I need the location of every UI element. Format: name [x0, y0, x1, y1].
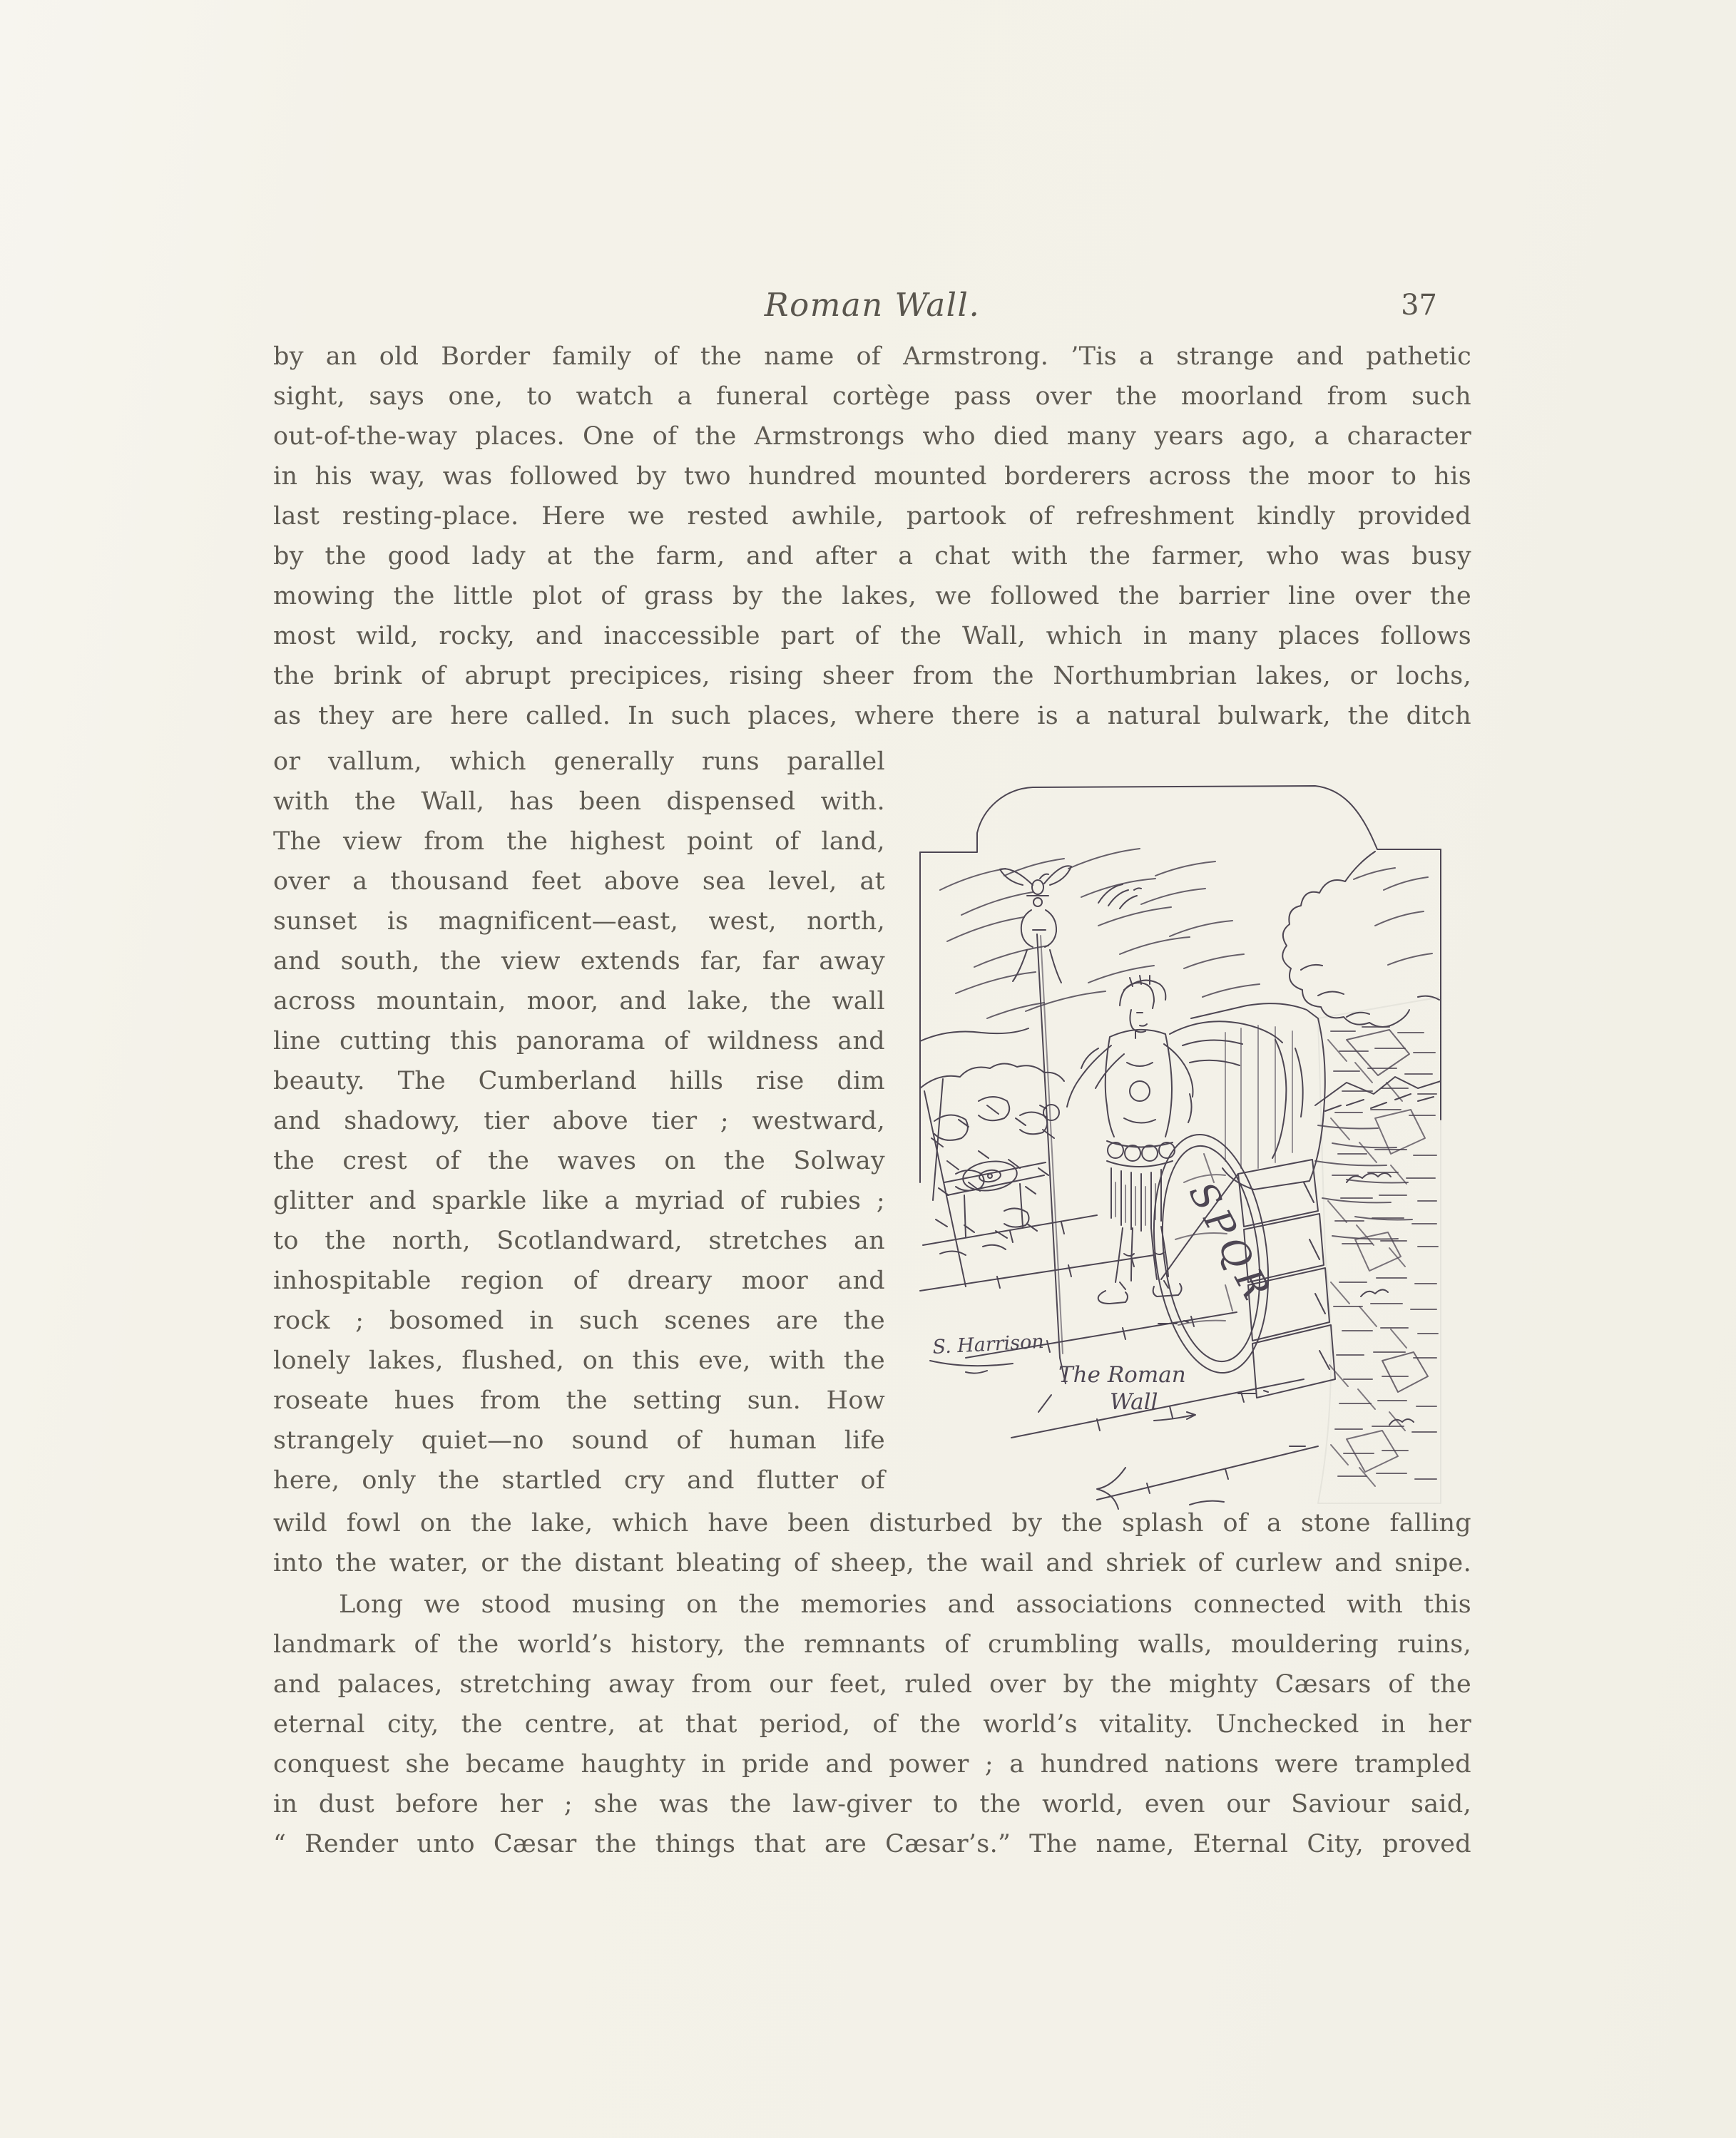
- text-line: by an old Border family of the name of Armstrong. ’Tis a strange and pathetic: [273, 342, 1471, 371]
- text-line: glitter and sparkle like a myriad of rubies ;: [273, 1187, 885, 1215]
- text-line: by the good lady at the farm, and after a chat with the farmer, who was busy: [273, 542, 1471, 571]
- cloak: [1081, 1021, 1303, 1158]
- rocky-hillside-left: [920, 1063, 1064, 1287]
- soldier-legs: [1098, 1227, 1182, 1304]
- text-line: to the north, Scotlandward, stretches an: [273, 1227, 885, 1255]
- text-line: eternal city, the centre, at that period, of the world’s vitality. Unchecked in her: [273, 1710, 1471, 1739]
- shield-spqr-text: SPQR: [1180, 1175, 1280, 1311]
- text-line: out-of-the-way places. One of the Armstrongs who died many years ago, a character: [273, 422, 1471, 451]
- distant-hills: [920, 1028, 1441, 1111]
- clouds: [1098, 851, 1439, 1027]
- text-line: line cutting this panorama of wildness and: [273, 1027, 885, 1055]
- frame: [920, 786, 1441, 1182]
- text-line: and shadowy, tier above tier ; westward,: [273, 1107, 885, 1135]
- paragraph-top-full-width: [273, 337, 1471, 736]
- text-line: wild fowl on the lake, which have been disturbed by the splash of a stone falling: [273, 1509, 1471, 1538]
- text-line: here, only the startled cry and flutter of: [273, 1466, 885, 1495]
- artist-signature: S. Harrison: [931, 1330, 1045, 1359]
- paragraph-two: [273, 1585, 1471, 1864]
- text-line: inhospitable region of dreary moor and: [273, 1267, 885, 1295]
- text-line: the crest of the waves on the Solway: [273, 1147, 885, 1175]
- text-line: rock ; bosomed in such scenes are the: [273, 1306, 885, 1335]
- text-line: in his way, was followed by two hundred mounted borderers across the moor to his: [273, 462, 1471, 491]
- text-line: landmark of the world’s history, the remnants of crumbling walls, mouldering ruins,: [273, 1630, 1471, 1659]
- text-line: The view from the highest point of land,: [273, 827, 885, 856]
- illustration-svg: [919, 783, 1442, 1518]
- page-number: 37: [1401, 289, 1437, 322]
- text-line: across mountain, moor, and lake, the wall: [273, 987, 885, 1016]
- gripping-hand: [1043, 1105, 1059, 1120]
- text-line: roseate hues from the setting sun. How: [273, 1386, 885, 1415]
- soldier-head: [1120, 976, 1165, 1038]
- laurel-wreath: [1021, 910, 1056, 947]
- soldier-torso: [1106, 1030, 1175, 1167]
- text-line: “ Render unto Cæsar the things that are Cæsar’s.” The name, Eternal City, proved: [273, 1830, 1471, 1858]
- text-line: as they are here called. In such places, where there is a natural bulwark, the ditch: [273, 702, 1471, 730]
- text-line: Long we stood musing on the memories and associations connected with this: [339, 1590, 1471, 1619]
- text-line: sight, says one, to watch a funeral cortège pass over the moorland from such: [273, 382, 1471, 411]
- sky-hatching: [940, 849, 1432, 1018]
- text-line: or vallum, which generally runs parallel: [273, 747, 885, 776]
- running-title: Roman Wall.: [764, 286, 981, 324]
- lake-water: [1315, 1125, 1412, 1239]
- eagle-standard: [1000, 866, 1071, 1383]
- text-line: conquest she became haughty in pride and power ; a hundred nations were trampled: [273, 1750, 1471, 1779]
- text-line: beauty. The Cumberland hills rise dim: [273, 1067, 885, 1095]
- standard-ribbons: [1013, 950, 1061, 983]
- illustration-caption-line1: The Roman: [1058, 1362, 1186, 1388]
- paragraph-wrapped-column: [273, 742, 885, 1500]
- text-line: the brink of abrupt precipices, rising sheer from the Northumbrian lakes, or lochs,: [273, 662, 1471, 690]
- text-line: lonely lakes, flushed, on this eve, with the: [273, 1346, 885, 1375]
- text-line: sunset is magnificent—east, west, north,: [273, 907, 885, 936]
- text-line: and south, the view extends far, far away: [273, 947, 885, 976]
- text-line: with the Wall, has been dispensed with.: [273, 787, 885, 816]
- eagle-wings: [1000, 866, 1071, 885]
- text-line: and palaces, stretching away from our feet, ruled over by the mighty Cæsars of the: [273, 1670, 1471, 1699]
- page-header: [273, 284, 1471, 327]
- text-line: strangely quiet—no sound of human life: [273, 1426, 885, 1455]
- text-line: mowing the little plot of grass by the lakes, we followed the barrier line over the: [273, 582, 1471, 610]
- roman-wall-illustration: [919, 783, 1442, 1518]
- text-line: most wild, rocky, and inaccessible part of the Wall, which in many places follows: [273, 622, 1471, 650]
- text-line: in dust before her ; she was the law-giver to the world, even our Saviour said,: [273, 1790, 1471, 1819]
- cliff-face: [1318, 997, 1441, 1503]
- text-line: over a thousand feet above sea level, at: [273, 867, 885, 896]
- text-line: last resting-place. Here we rested awhile, partook of refreshment kindly provided: [273, 502, 1471, 531]
- illustration-caption-line2: Wall: [1110, 1389, 1158, 1415]
- text-line: into the water, or the distant bleating of sheep, the wail and shriek of curlew and snipe.: [273, 1549, 1471, 1577]
- fallen-round-shield: [944, 1158, 1046, 1237]
